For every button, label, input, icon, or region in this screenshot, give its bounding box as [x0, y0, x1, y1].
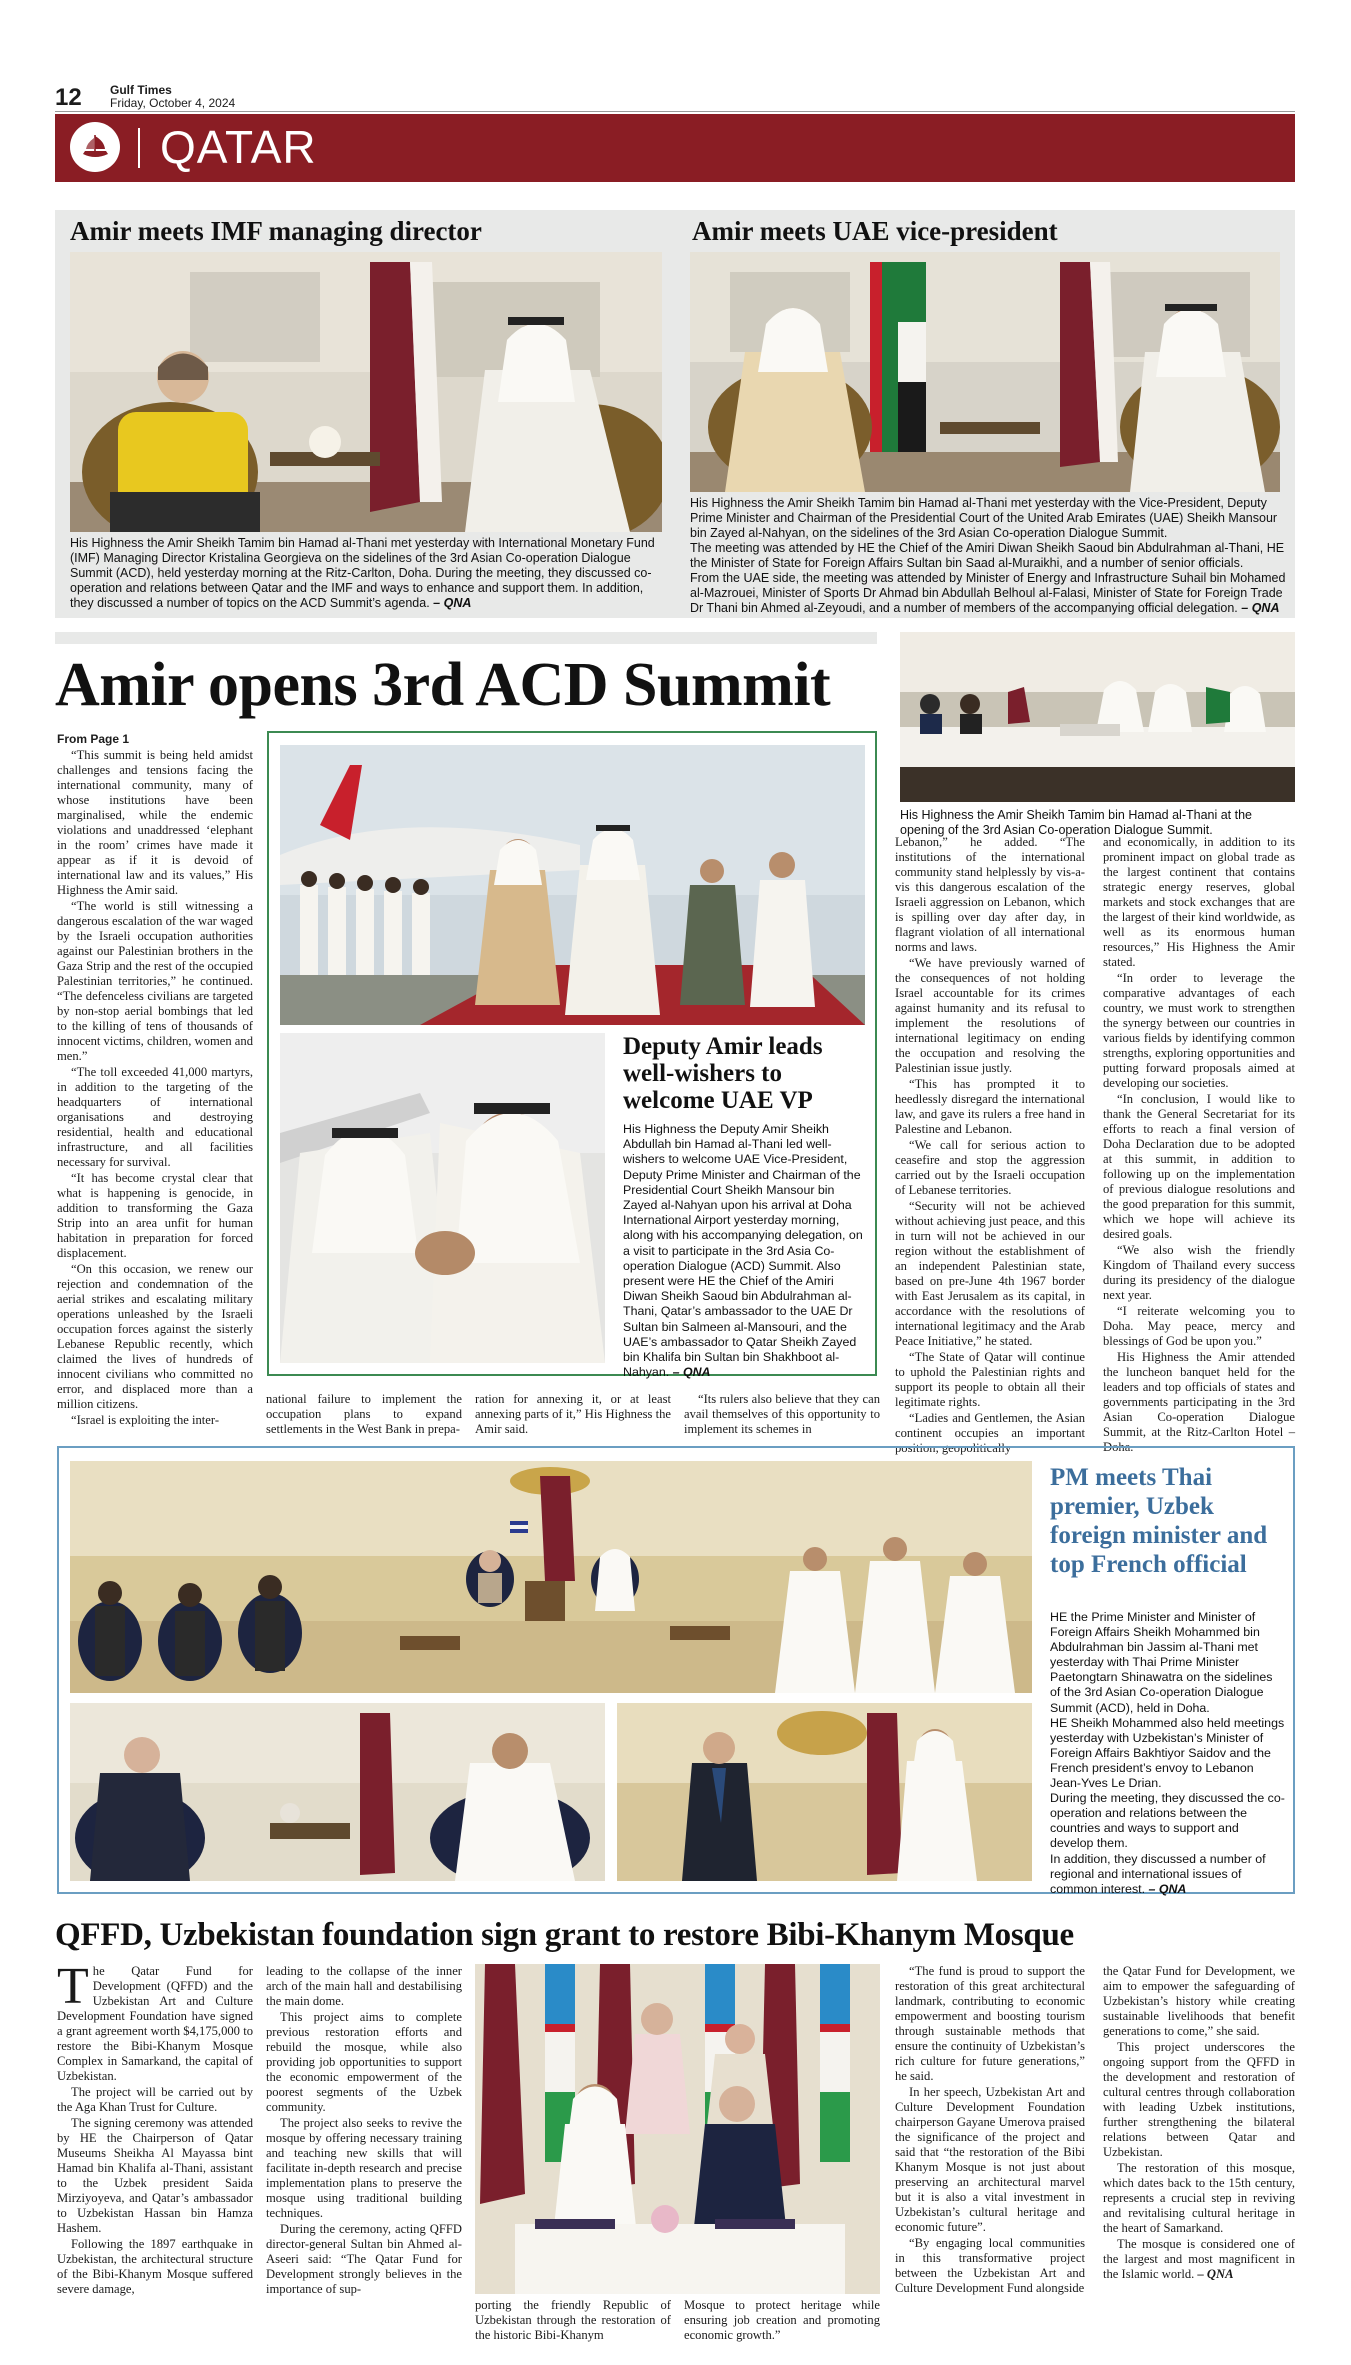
qffd-col6-p1: the Qatar Fund for Development, we aim to empower the safeguarding of Uzbekistan’s history while creating sustainable livelihoods that benefit generations to come,” she said.: [1103, 1964, 1295, 2038]
acd-column-5: [1103, 835, 1295, 1456]
banner-divider: [138, 128, 140, 168]
pm-body-p4: In addition, they discussed a number of regional and international issues of common interest.: [1050, 1851, 1266, 1896]
acd-col5-p3: “In conclusion, I would like to thank the General Secretariat for its efforts to reach a final version of Doha Declaration due to be adopted at this summit, in addition to following up on the implementation of previous dialogue resolutions and the good preparation for this summit, which we hope will achieve its desired goals.: [1103, 1092, 1295, 1241]
acd-col4-p4: “We call for serious action to ceasefire and stop the aggression carried out by the Israeli occupation of Lebanese territories.: [895, 1138, 1085, 1197]
acd-col1-p6: “Israel is exploiting the inter-: [71, 1413, 220, 1427]
issue-date: Friday, October 4, 2024: [110, 96, 236, 110]
deputy-amir-credit: – QNA: [672, 1365, 711, 1380]
qffd-column-2: [266, 1964, 462, 2298]
acd-col5-p4: “We also wish the friendly Kingdom of Thailand every success during its presidency of the dialogue next year.: [1103, 1243, 1295, 1302]
qffd-col3-text: porting the friendly Republic of Uzbekistan through the restoration of the historic Bibi-Khanym: [475, 2298, 671, 2342]
page-number: 12: [55, 84, 82, 111]
qffd-headline: QFFD, Uzbekistan foundation sign grant to restore Bibi-Khanym Mosque: [55, 1917, 1074, 1953]
acd-opening-photo: [900, 632, 1295, 802]
from-page-1: From Page 1: [57, 732, 130, 746]
imf-caption-text: His Highness the Amir Sheikh Tamim bin Hamad al-Thani met yesterday with International Monetary Fund (IMF) Managing Director Kristalina Georgieva on the sidelines of the 3rd Asian Co-operation Dialogue Summit (ACD), held yesterday morning at the Ritz-Carlton, Doha. During the meeting, they discussed co-operation and relations between Qatar and the IMF and ways to enhance and support them. In addition, they discussed a number of topics on the ACD Summit’s agenda.: [70, 536, 655, 610]
uae-caption-p1: His Highness the Amir Sheikh Tamim bin Hamad al-Thani met yesterday with the Vice-President, Deputy Prime Minister and Chairman of the Presidential Court of the United Arab Emirates (UAE) Sheikh Mansour bin Zayed al-Nahyan, on the sidelines of the 3rd Asian Co-operation Dialogue Summit.: [690, 496, 1278, 540]
uae-meeting-photo: [690, 252, 1280, 492]
acd-col4-p3: “This has prompted it to heedlessly disregard the international law, and gave its rulers a free hand in Palestine and Lebanon.: [895, 1077, 1085, 1136]
pm-thai-meeting-photo: [70, 1461, 1032, 1693]
uae-caption: [690, 496, 1290, 616]
acd-col2-text: national failure to implement the occupation plans to expand settlements in the West Bank in prepa-: [266, 1392, 462, 1436]
acd-column-3: [475, 1392, 671, 1438]
pm-headline: PM meets Thai premier, Uzbek foreign minister and top French official: [1050, 1464, 1268, 1578]
pm-uzbek-meeting-photo: [617, 1703, 1032, 1881]
qffd-col6-p4-wrap: [1103, 2237, 1295, 2282]
deputy-amir-body: [623, 1122, 868, 1380]
qffd-col2-p3: The project also seeks to revive the mosque by offering necessary training and teaching new skills that will facilitate in-depth research and precise implementation plans to preserve the mosque using traditional building techniques.: [266, 2116, 462, 2220]
pm-credit: – QNA: [1148, 1881, 1187, 1896]
pm-body-p1: HE the Prime Minister and Minister of Foreign Affairs Sheikh Mohammed bin Abdulrahman bin Jassim al-Thani met yesterday with Thai Prime Minister Paetongtarn Shinawatra on the sidelines of the 3rd Asian Co-operation Dialogue Summit (ACD), held in Doha.: [1050, 1610, 1273, 1715]
uae-caption-p3: [690, 571, 1290, 616]
uae-credit: – QNA: [1241, 601, 1280, 615]
acd-col4-p1: Lebanon,” he added. “The institutions of the international community stand helplessly by vis-a-vis this dangerous escalation of the Israeli aggression on Lebanon, which is spilling over day after day, in flagrant violation of all international norms and laws.: [895, 835, 1085, 954]
qffd-column-1: [57, 1958, 253, 2298]
acd-column-4: [895, 835, 1085, 1457]
masthead-rule: [55, 111, 1295, 112]
qffd-col1-p1: he Qatar Fund for Development (QFFD) and the Uzbekistan Art and Culture Development Foundation have signed a grant agreement worth $4,175,000 to restore the Bibi-Khanym Mosque Complex in Samarkand, the capital of Uzbekistan.: [57, 1964, 253, 2083]
qffd-signing-photo: [475, 1964, 880, 2294]
qffd-col4-text: Mosque to protect heritage while ensuring job creation and promoting economic growth.”: [684, 2298, 880, 2342]
qffd-col2-p1: leading to the collapse of the inner arch of the main hall and destabilising the main dome.: [266, 1964, 462, 2008]
deputy-amir-text: His Highness the Deputy Amir Sheikh Abdullah bin Hamad al-Thani led well-wishers to welcome UAE Vice-President, Deputy Prime Minister and Chairman of the Presidential Court Sheikh Mansour bin Zayed al-Nahyan upon his arrival at Doha International Airport yesterday morning, along with his accompanying delegation, on a visit to participate in the 3rd Asia Co-operation Dialogue (ACD) Summit. Also present were HE the Chief of the Amiri Diwan Sheikh Saoud bin Abdulrahman al-Thani, Qatar’s ambassador to the UAE Dr Sultan bin Salmeen al-Mansouri, and the UAE’s ambassador to Qatar Sheikh Zayed bin Khalifa bin Sultan bin Shakhboot al-Nahyan.: [623, 1122, 863, 1380]
acd-col5-p2: “In order to leverage the comparative advantages of each country, we must work to strengthen the synergy between our countries in various fields by identifying common strengths, exploring opportunities and putting forward proposals aimed at developing our societies.: [1103, 971, 1295, 1090]
acd-col1-p1: “This summit is being held amidst challenges and tensions facing the international community, many of whose institutions have been marginalised, while the endemic violations and unaddressed ‘elephant in the room’ crimes have made it appear as if it is devoid of international law and its values,” His Highness the Amir said.: [57, 748, 253, 897]
acd-col4-p2: “We have previously warned of the consequences of not holding Israel accountable for its crimes against humanity and its refusal to implement the resolutions of international legitimacy on ending the occupation and resolving the Palestinian issue justly.: [895, 956, 1085, 1075]
deputy-amir-headline: Deputy Amir leads well-wishers to welcome UAE VP: [623, 1033, 823, 1114]
airport-welcome-photo: [280, 745, 865, 1025]
imf-credit: – QNA: [433, 596, 472, 610]
qffd-col2-p2: This project aims to complete previous restoration efforts and rebuild the mosque, while also providing job opportunities to support the economic empowerment of the poorest segments of the Uzbek community.: [266, 2010, 462, 2114]
pm-french-meeting-photo: [70, 1703, 605, 1881]
uae-caption-p2: The meeting was attended by HE the Chief of the Amiri Diwan Sheikh Saoud bin Abdulrahman al-Thani, HE the Minister of State for Foreign Affairs Sultan bin Saad al-Muraikhi, and a number of senior officials.: [690, 541, 1285, 570]
headline-rule: [55, 632, 877, 644]
acd-col5-p1: and economically, in addition to its prominent impact on global trade as the largest continent that contains strategic energy reserves, global markets and stock exchanges that are the largest of their kind worldwide, as well as its enormous human resources,” His Highness the Amir stated.: [1103, 835, 1295, 969]
qffd-column-4: [684, 2298, 880, 2344]
imf-caption: [70, 536, 670, 611]
acd-headline: Amir opens 3rd ACD Summit: [55, 651, 831, 719]
qffd-col5-p1: “The fund is proud to support the restoration of this great architectural landmark, contributing to economic empowerment and boosting tourism through sustainable methods that ensure the continuity of Uzbekistan’s rich culture for future generations,” he said.: [895, 1964, 1085, 2083]
qffd-column-5: [895, 1964, 1085, 2297]
acd-column-3b: [684, 1392, 880, 1438]
acd-col5-p5: “I reiterate welcoming you to Doha. May peace, mercy and blessings of God be upon you.”: [1103, 1304, 1295, 1348]
uae-headline: Amir meets UAE vice-president: [692, 216, 1058, 246]
qffd-col2-p4: During the ceremony, acting QFFD director-general Sultan bin Ahmed al-Aseeri said: “The Qatar Fund for Development strongly believes in the importance of sup-: [266, 2222, 462, 2296]
imf-headline: Amir meets IMF managing director: [70, 216, 482, 246]
qffd-dropcap: T: [57, 1958, 89, 2015]
section-title: QATAR: [160, 121, 317, 173]
pm-body-p2: HE Sheikh Mohammed also held meetings yesterday with Uzbekistan’s Minister of Foreign Affairs Bakhtiyor Saidov and the French president’s envoy to Lebanon Jean-Yves Le Drian.: [1050, 1715, 1285, 1791]
qffd-col6-p2: This project underscores the ongoing support from the QFFD in the development and restoration of cultural centres through collaboration with leading Uzbek institutions, further strengthening the bilateral relations between Qatar and Uzbekistan.: [1103, 2040, 1295, 2159]
deputy-amir-greeting-photo: [280, 1033, 605, 1363]
acd-col5-p6: His Highness the Amir attended the luncheon banquet held for the leaders and top officials of states and governments participating in the 3rd Asian Co-operation Dialogue Summit, at the Ritz-Carlton Hotel – Doha.: [1103, 1350, 1295, 1454]
acd-col3b-text: “Its rulers also believe that they can avail themselves of this opportunity to implement its schemes in: [684, 1392, 880, 1436]
uae-caption-p3-text: From the UAE side, the meeting was attended by Minister of Energy and Infrastructure Suhail bin Mohamed al-Mazrouei, Minister of Sports Dr Ahmad bin Abdullah Belhoul al-Falasi, Minister of State for Foreign Trade Dr Thani bin Ahmed al-Zeyoudi, and a number of members of the accompanying official delegation.: [690, 571, 1286, 615]
pm-body-p3: During the meeting, they discussed the co-operation and relations between the countries and ways to support and develop them.: [1050, 1791, 1285, 1851]
acd-col4-p5: “Security will not be achieved without achieving just peace, and this in turn will not be achieved in our region without the establishment of an independent Palestinian state, based on pre-June 4th 1967 border with East Jerusalem as its capital, in accordance with the resolutions of international legitimacy and the Arab Peace Initiative,” he stated.: [895, 1199, 1085, 1348]
qffd-col1-p2: The project will be carried out by the Aga Khan Trust for Culture.: [57, 2085, 253, 2114]
qffd-col6-p4: The mosque is considered one of the largest and most magnificent in the Islamic world.: [1103, 2237, 1295, 2281]
pm-body-p4-wrap: [1050, 1852, 1285, 1897]
acd-col4-p7: “Ladies and Gentlemen, the Asian continent occupies an important position, geopolitically: [895, 1411, 1085, 1455]
paper-name: Gulf Times: [110, 83, 172, 97]
imf-meeting-photo: [70, 252, 662, 532]
qffd-col1-p3: The signing ceremony was attended by HE the Chairperson of Qatar Museums Sheikha Al Mayassa bint Hamad bin Khalifa al-Thani, assistant to the Uzbek president Saida Mirziyoyeva, and Qatar’s ambassador to Uzbekistan Hassan bin Hamza Hashem.: [57, 2116, 253, 2235]
qffd-credit: – QNA: [1197, 2267, 1234, 2281]
acd-column-1: [57, 748, 253, 1429]
acd-col4-p6: “The State of Qatar will continue to uphold the Palestinian rights and support its people to obtain all their legitimate rights.: [895, 1350, 1085, 1409]
acd-col1-p3: “The toll exceeded 41,000 martyrs, in addition to the targeting of the headquarters of international organisations and destroying residential, health and educational infrastructure, and all facilities necessary for survival.: [57, 1065, 253, 1169]
qffd-col5-p2: In her speech, Uzbekistan Art and Culture Development Foundation chairperson Gayane Umerova praised the significance of the project and said that “the restoration of the Bibi Khanym Mosque is not just about preserving an architectural marvel but it is also a vital investment in Uzbekistan’s cultural heritage and economic future”.: [895, 2085, 1085, 2234]
qffd-column-6: [1103, 1964, 1295, 2283]
acd-col3-text: ration for annexing it, or at least annexing parts of it,” His Highness the Amir said.: [475, 1392, 671, 1436]
acd-photo-caption: His Highness the Amir Sheikh Tamim bin Hamad al-Thani at the opening of the 3rd Asian Co-operation Dialogue Summit.: [900, 808, 1253, 837]
qffd-col5-p3: “By engaging local communities in this transformative project between the Uzbekistan Art and Culture Development Fund alongside: [895, 2236, 1085, 2295]
pm-body: [1050, 1610, 1285, 1897]
acd-column-2: [266, 1392, 462, 1438]
acd-col1-p5: “On this occasion, we renew our rejection and condemnation of the aerial strikes and escalating military operations unleashed by the Israeli occupation forces against the sisterly Lebanese Republic recently, which claimed the lives of hundreds of innocent civilians who committed no error, and displaced more than a million citizens.: [57, 1262, 253, 1411]
dhow-logo-icon: [70, 122, 120, 172]
acd-col1-p4: “It has become crystal clear that what is happening is genocide, in addition to transforming the Gaza Strip into an area unfit for human habitation in preparation for forced displacement.: [57, 1171, 253, 1260]
qffd-col6-p3: The restoration of this mosque, which dates back to the 15th century, represents a crucial step in reviving and revitalising cultural heritage in the heart of Samarkand.: [1103, 2161, 1295, 2235]
qffd-col1-p4: Following the 1897 earthquake in Uzbekistan, the architectural structure of the Bibi-Khanym Mosque suffered severe damage,: [57, 2237, 253, 2296]
acd-col1-p2: “The world is still witnessing a dangerous escalation of the war waged by the Israeli occupation authorities against our Palestinian brothers in the Gaza Strip and the rest of the occupied Palestinian territories,” he continued. “The defenceless civilians are targeted by non-stop aerial bombings that led to the killing of tens of thousands of innocent victims, children, women and men.”: [57, 899, 253, 1063]
qffd-column-3: [475, 2298, 671, 2344]
